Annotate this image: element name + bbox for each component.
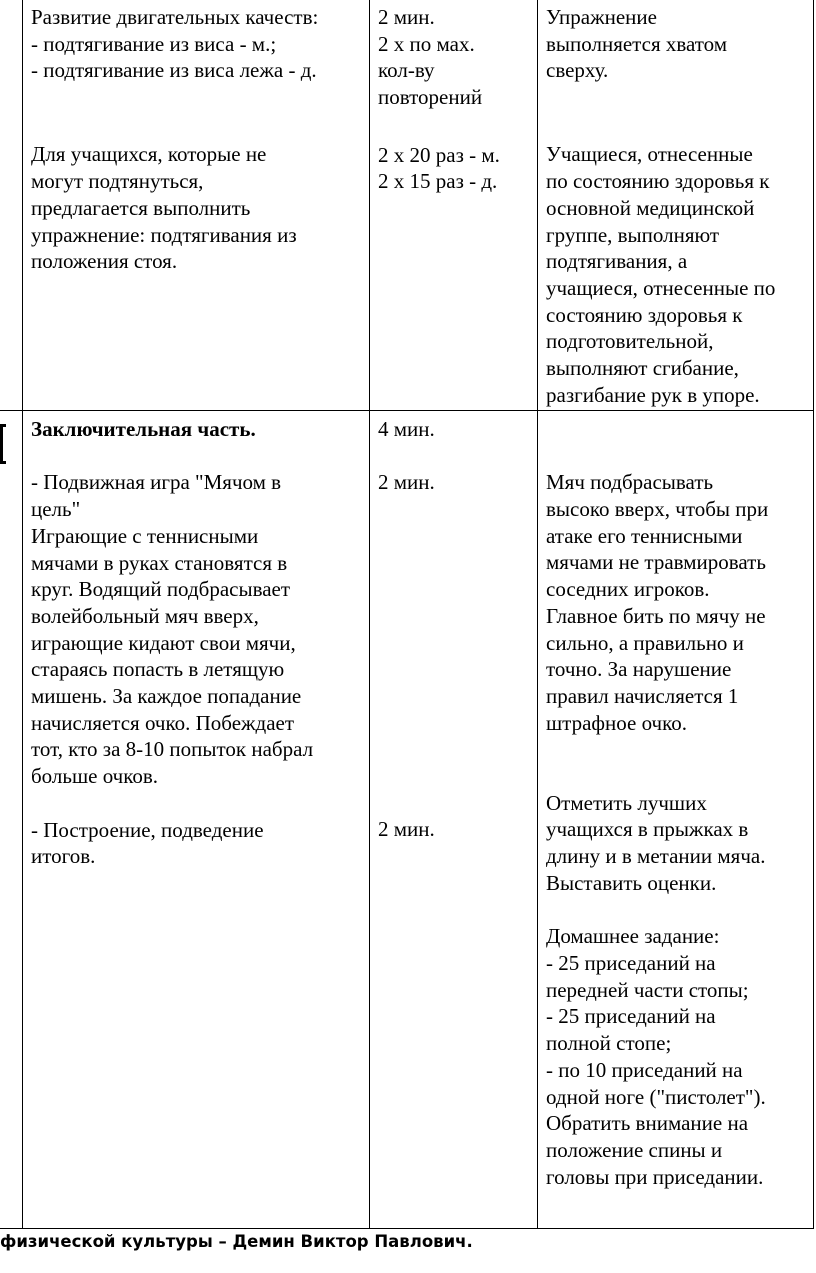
- exercise-cell: [23, 0, 370, 411]
- exercise-note: Для учащихся, которые не могут подтянуться, предлагается выполнить упражнение: подтягивания из положения стоя.: [31, 142, 297, 274]
- margin-cell: [0, 0, 23, 411]
- table-row: [0, 411, 814, 1229]
- footer-author: физической культуры – Демин Виктор Павлович.: [0, 1232, 473, 1251]
- dosage-text: 2 мин. 2 х по мах. кол-ву повторений: [378, 5, 483, 110]
- guideline-text: Упражнение выполняется хватом сверху.: [546, 5, 728, 83]
- summary-text: - Построение, подведение итогов.: [31, 817, 264, 869]
- dosage-total: 4 мин.: [378, 417, 435, 441]
- dosage-cell: [370, 411, 538, 1229]
- homework-text: Домашнее задание: - 25 приседаний на передней части стопы; - 25 приседаний на полной стопе; - по 10 приседаний на одной ноге ("пистолет"). Обратить внимание на положение спины и головы при приседании.: [546, 924, 766, 1189]
- dosage-text: 2 х 20 раз - м. 2 х 15 раз - д.: [378, 142, 500, 194]
- dosage-game: 2 мин.: [378, 470, 435, 495]
- section-title: Заключительная часть.: [31, 417, 256, 441]
- guideline-text: Учащиеся, отнесенные по состоянию здоровья к основной медицинской группе, выполняют подтягивания, а учащиеся, отнесенные по состоянию здоровья к подготовительной, выполняют сгибание, разгибание рук в упоре.: [546, 142, 776, 407]
- exercise-title: Развитие двигательных качеств:: [31, 5, 319, 29]
- dosage-summary: 2 мин.: [378, 817, 435, 842]
- guideline-summary: Отметить лучших учащихся в прыжках в длину и в метании мяча. Выставить оценки.: [546, 790, 766, 895]
- guidelines-cell: [538, 411, 814, 1229]
- bracket-mark: [0, 424, 6, 464]
- table-row: [0, 0, 814, 411]
- dosage-cell: [370, 0, 538, 411]
- margin-cell: [0, 411, 23, 1229]
- exercise-cell: [23, 411, 370, 1229]
- exercise-item: - подтягивание из виса - м.;: [31, 31, 277, 56]
- guidelines-cell: [538, 0, 814, 411]
- game-description: - Подвижная игра "Мячом в цель" Играющие с теннисными мячами в руках становятся в круг. Водящий подбрасывает волейбольный мяч вверх, играющие кидают свои мячи, стараясь попасть в летящую мишень. За каждое попадание начисляется очко. Побеждает тот, кто за 8-10 попыток набрал больше очков.: [31, 470, 314, 789]
- guideline-game: Мяч подбрасывать высоко вверх, чтобы при атаке его теннисными мячами не травмировать соседних игроков. Главное бить по мячу не сильно, а правильно и точно. За нарушение правил начисляется 1 штрафное очко.: [546, 470, 769, 735]
- exercise-item: - подтягивание из виса лежа - д.: [31, 58, 317, 83]
